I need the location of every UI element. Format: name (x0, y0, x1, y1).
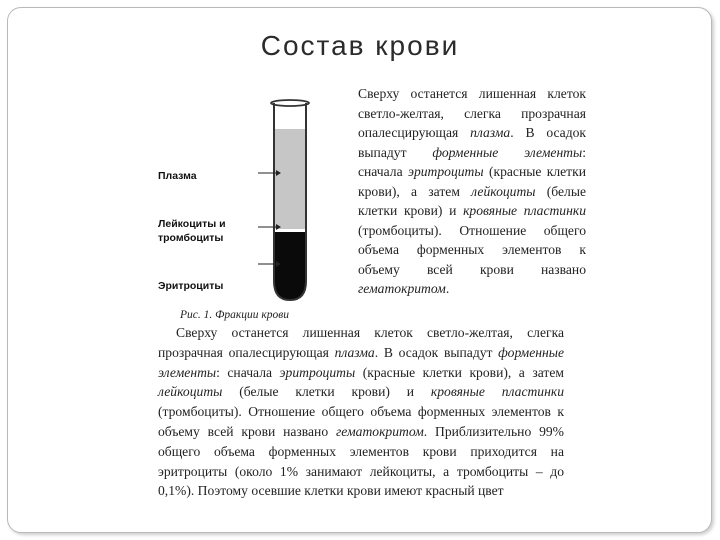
text-run: (тромбоциты). Отношение общего объема форменных элементов к объему всей крови названо (358, 222, 586, 277)
text-run: : сначала (358, 144, 586, 179)
term-hematocrit: гематокритом (335, 423, 424, 439)
term-plasma: плазма (334, 344, 375, 360)
term-hematocrit: гематокритом (358, 281, 446, 296)
label-plasma: Плазма (158, 170, 197, 182)
erythrocyte-layer (270, 232, 310, 307)
text-run: (красные клетки крови), а затем (355, 364, 564, 380)
tube-rim (271, 100, 309, 106)
text-run: (белые клетки крови) и (358, 183, 586, 218)
term-formed-elements: форменные элементы (432, 144, 583, 160)
text-run: . В осадок выпадут (358, 125, 587, 160)
label-leukocytes-line1: Лейкоциты и (158, 218, 226, 230)
main-paragraph (158, 323, 564, 501)
right-paragraph (358, 84, 586, 299)
text-run: (красные клетки крови), а затем (358, 164, 586, 199)
term-platelets: кровяные пластинки (430, 384, 564, 400)
term-formed-elements: форменные элементы (158, 344, 564, 380)
term-leukocytes: лейкоциты (158, 384, 223, 400)
text-run: . Приблизительно 99% общего объема форменных элементов крови приходится на эритроциты (около 1% занимают лейкоциты, а тромбоциты – до 0,1%). Поэтому осевшие клетки крови имеют красный цвет (158, 423, 564, 499)
test-tube-figure (250, 95, 340, 310)
plasma-layer (270, 129, 310, 229)
text-run: (тромбоциты). Отношение общего объема форменных элементов к объему всей крови названо (158, 404, 564, 439)
label-leukocytes-line2: тромбоциты (158, 232, 224, 244)
term-platelets: кровяные пластинки (463, 203, 586, 218)
text-run: Сверху останется лишенная клеток светло-желтая, слегка прозрачная опалесцирующая (358, 86, 586, 140)
term-erythrocytes: эритроциты (279, 364, 356, 380)
text-run: Сверху останется лишенная клеток светло-желтая, слегка прозрачная опалесцирующая (158, 325, 564, 360)
term-leukocytes: лейкоциты (471, 183, 536, 199)
text-run: (белые клетки крови) и (222, 384, 431, 400)
text-run: : сначала (216, 364, 280, 380)
figure-caption: Рис. 1. Фракции крови (180, 309, 290, 321)
term-erythrocytes: эритроциты (407, 164, 484, 179)
slide-title: Состав крови (260, 30, 460, 61)
text-run: . (445, 281, 450, 296)
text-run: . В осадок выпадут (374, 344, 499, 360)
label-erythrocytes: Эритроциты (158, 280, 224, 292)
term-plasma: плазма (470, 125, 511, 140)
